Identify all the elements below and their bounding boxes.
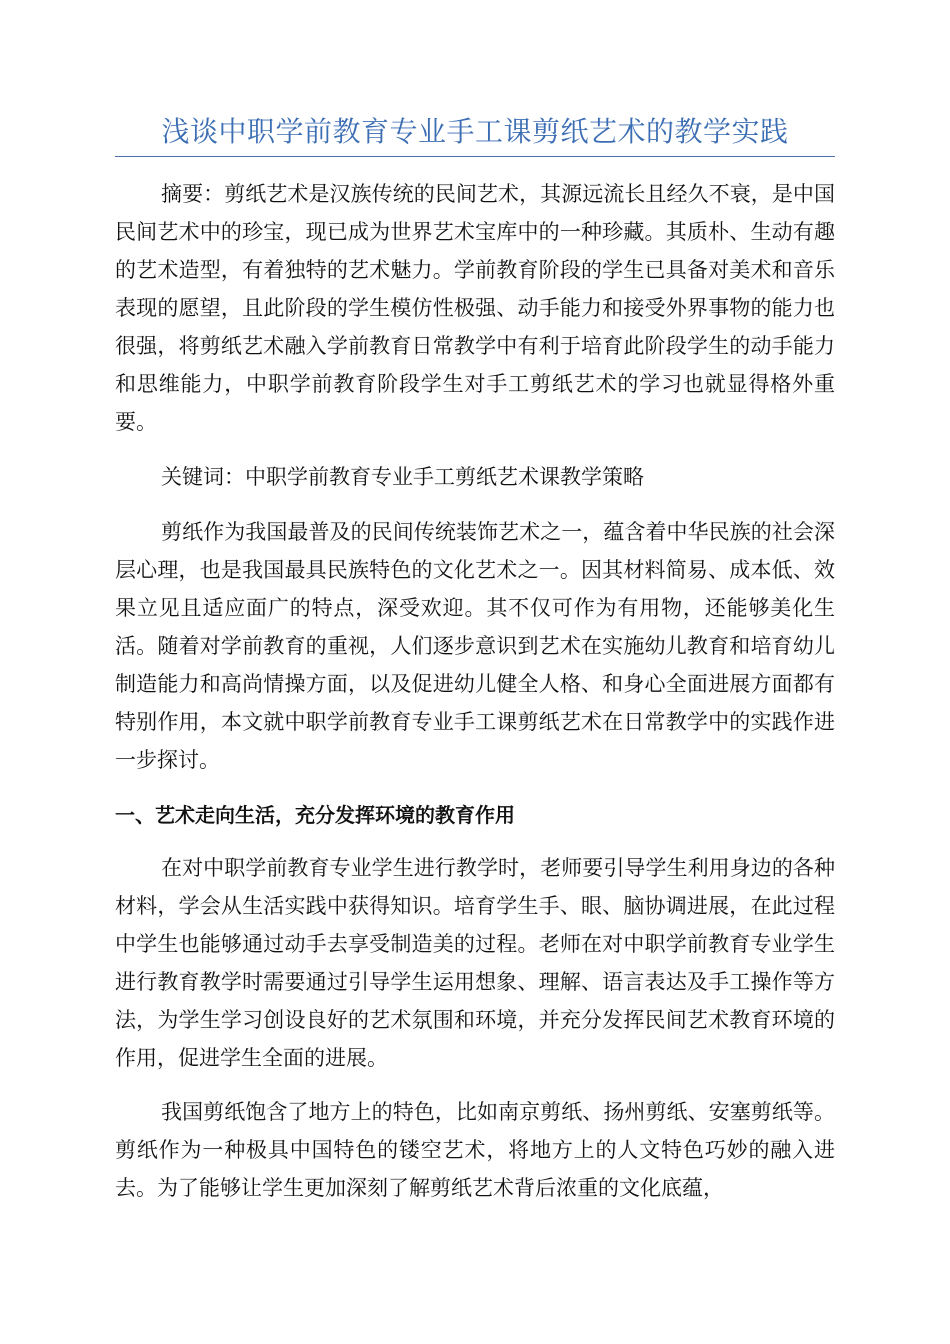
keywords-paragraph: 关键词：中职学前教育专业手工剪纸艺术课教学策略 — [161, 465, 644, 489]
section1-paragraph-1: 在对中职学前教育专业学生进行教学时，老师要引导学生利用身边的各种材料，学会从生活实践中获得知识。培育学生手、眼、脑协调进展，在此过程中学生也能够通过动手去享受制造美的过程。老师在对中职学前教育专业学生进行教育教学时需要通过引导学生运用想象、理解、语言表达及手工操作等方法，为学生学习创设良好的艺术氛围和环境，并充分发挥民间艺术教育环境的作用，促进学生全面的进展。 — [115, 856, 835, 1070]
abstract-paragraph: 摘要：剪纸艺术是汉族传统的民间艺术，其源远流长且经久不衰，是中国民间艺术中的珍宝，现已成为世界艺术宝库中的一种珍藏。其质朴、生动有趣的艺术造型，有着独特的艺术魅力。学前教育阶段的学生已具备对美术和音乐表现的愿望，且此阶段的学生模仿性极强、动手能力和接受外界事物的能力也很强，将剪纸艺术融入学前教育日常教学中有利于培育此阶段学生的动手能力和思维能力，中职学前教育阶段学生对手工剪纸艺术的学习也就显得格外重要。 — [115, 182, 835, 434]
intro-paragraph: 剪纸作为我国最普及的民间传统装饰艺术之一，蕴含着中华民族的社会深层心理，也是我国最具民族特色的文化艺术之一。因其材料简易、成本低、效果立见且适应面广的特点，深受欢迎。其不仅可作为有用物，还能够美化生活。随着对学前教育的重视，人们逐步意识到艺术在实施幼儿教育和培育幼儿制造能力和高尚情操方面，以及促进幼儿健全人格、和身心全面进展方面都有特别作用，本文就中职学前教育专业手工课剪纸艺术在日常教学中的实践作进一步探讨。 — [115, 520, 835, 772]
section-heading-1: 一、艺术走向生活，充分发挥环境的教育作用 — [115, 803, 515, 827]
section1-paragraph-2: 我国剪纸饱含了地方上的特色，比如南京剪纸、扬州剪纸、安塞剪纸等。剪纸作为一种极具中国特色的镂空艺术，将地方上的人文特色巧妙的融入进去。为了能够让学生更加深刻了解剪纸艺术背后浓重的文化底蕴， — [115, 1100, 835, 1200]
document-title: 浅谈中职学前教育专业手工课剪纸艺术的教学实践 — [161, 115, 789, 148]
title-block — [115, 108, 835, 157]
